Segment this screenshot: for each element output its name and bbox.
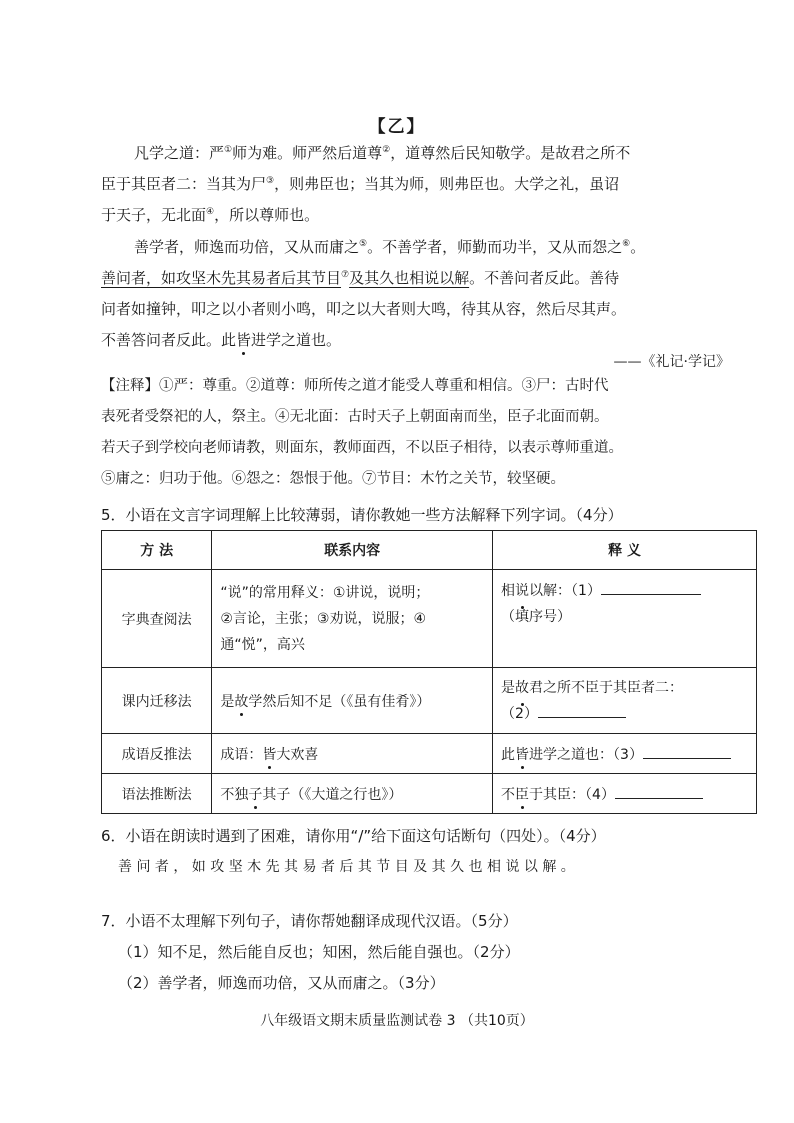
- section-title: 【乙】: [368, 117, 426, 137]
- method-cell: 课内迁移法: [102, 668, 212, 734]
- question-5-prompt: 5．小语在文言字词理解上比较薄弱，请你教她一些方法解释下列字词。（4分）: [101, 506, 623, 524]
- method-table: [101, 530, 757, 814]
- answer-cell: 相说以解：（1） （填序号）: [493, 570, 757, 668]
- method-cell: 字典查阅法: [102, 570, 212, 668]
- emphasis-dot-char: 皆: [236, 331, 252, 349]
- answer-cell: 此皆进学之道也：（3）: [493, 734, 757, 774]
- note-line: ⑤庸之：归功于他。⑥怨之：怨恨于他。⑦节目：木竹之关节，较坚硬。: [101, 471, 565, 487]
- table-header-row: [102, 531, 757, 570]
- passage-line: 臣于其臣者二：当其为尸③，则弗臣也；当其为师，则弗臣也。大学之礼，虽诏: [101, 175, 620, 193]
- question-6-sentence: 善 问 者 ， 如 攻 坚 木 先 其 易 者 后 其 节 目 及 其 久 也 相 说 以 解 。: [118, 859, 575, 875]
- content-cell: 不独子其子（《大道之行也》）: [212, 774, 493, 814]
- passage-line: 凡学之道：严①师为难。师严然后道尊②，道尊然后民知敬学。是故君之所不: [134, 144, 631, 162]
- page-footer: 八年级语文期末质量监测试卷 3 （共10页）: [260, 1013, 534, 1029]
- passage-source: ——《礼记·学记》: [613, 354, 730, 370]
- content-cell: “说”的常用释义：①讲说，说明； ②言论，主张；③劝说，说服；④ 通“悦”，高兴: [212, 570, 493, 668]
- table-header: 联系内容: [212, 531, 493, 570]
- table-header: 释 义: [493, 531, 757, 570]
- table-row: [102, 668, 757, 734]
- question-6-prompt: 6．小语在朗读时遇到了困难，请你用“/”给下面这句话断句（四处）。（4分）: [101, 827, 606, 845]
- answer-blank-3[interactable]: [643, 744, 731, 759]
- content-cell: 是故学然后知不足（《虽有佳肴》）: [212, 668, 493, 734]
- question-7-prompt: 7．小语不太理解下列句子，请你帮她翻译成现代汉语。（5分）: [101, 912, 518, 930]
- passage-line: 问者如撞钟，叩之以小者则小鸣，叩之以大者则大鸣，待其从容，然后尽其声。: [101, 300, 627, 318]
- note-line: 【注释】①严：尊重。②道尊：师所传之道才能受人尊重和相信。③尸：古时代: [101, 378, 609, 394]
- answer-cell: 不臣于其臣：（4）: [493, 774, 757, 814]
- passage-line: 善问者，如攻坚木先其易者后其节目⑦及其久也相说以解。不善问者反此。善待: [101, 269, 620, 287]
- underlined-sentence: 善问者，如攻坚木先其易者后其节目: [101, 269, 342, 287]
- note-line: 表死者受祭祀的人，祭主。④无北面：古时天子上朝面南而坐，臣子北面而朝。: [101, 409, 609, 425]
- table-row: [102, 734, 757, 774]
- table-row: [102, 774, 757, 814]
- question-7-item-1: （1）知不足，然后能自反也；知困，然后能自强也。（2分）: [118, 943, 520, 961]
- passage-line: 不善答问者反此。此皆进学之道也。: [101, 331, 342, 349]
- note-line: 若天子到学校向老师请教，则面东，教师面西，不以臣子相待，以表示尊师重道。: [101, 440, 623, 456]
- answer-cell: 是故君之所不臣于其臣者二： （2）: [493, 668, 757, 734]
- answer-blank-4[interactable]: [615, 784, 703, 799]
- underlined-sentence: 及其久也相说以解: [349, 269, 470, 287]
- table-row: [102, 570, 757, 668]
- passage-line: 于天子，无北面④，所以尊师也。: [101, 206, 320, 224]
- passage-line: 善学者，师逸而功倍，又从而庸之⑤。不善学者，师勤而功半，又从而怨之⑥。: [134, 238, 646, 256]
- table-header: 方 法: [102, 531, 212, 570]
- question-7-item-2: （2）善学者，师逸而功倍，又从而庸之。（3分）: [118, 974, 445, 992]
- answer-blank-2[interactable]: [538, 703, 626, 718]
- method-cell: 成语反推法: [102, 734, 212, 774]
- method-cell: 语法推断法: [102, 774, 212, 814]
- content-cell: 成语：皆大欢喜: [212, 734, 493, 774]
- answer-blank-1[interactable]: [601, 580, 701, 595]
